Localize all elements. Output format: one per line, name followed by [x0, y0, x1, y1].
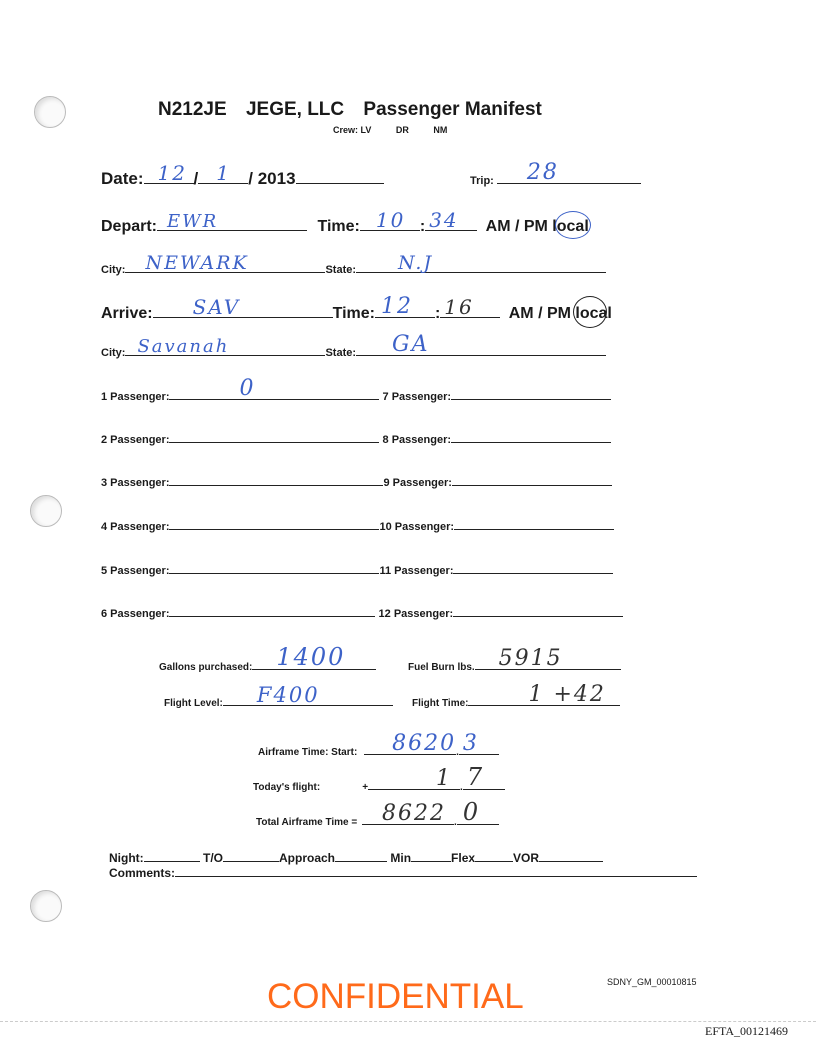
- arrive-row: [101, 294, 612, 323]
- efta-number: EFTA_00121469: [705, 1024, 789, 1038]
- arrive-hour: 12: [380, 294, 413, 319]
- gallons-field[interactable]: [252, 643, 376, 671]
- passenger-row: [101, 562, 613, 577]
- crew-member: LV: [360, 125, 372, 135]
- trip-value: 28: [526, 160, 559, 185]
- passenger-field[interactable]: [169, 376, 379, 401]
- total-airframe-label: Total Airframe Time =: [256, 817, 358, 828]
- date-row: [101, 161, 384, 189]
- arrive-time-label: Time:: [332, 305, 375, 322]
- trip-row: [470, 160, 641, 187]
- date-sep: /: [248, 169, 253, 188]
- airframe-start-label: Airframe Time: Start:: [258, 747, 358, 758]
- today-flight-row: [253, 763, 505, 793]
- total-whole-field[interactable]: [362, 801, 454, 826]
- gallons-label: Gallons purchased:: [159, 662, 253, 673]
- night-field[interactable]: [144, 849, 200, 862]
- passenger-label: 5 Passenger:: [101, 565, 170, 577]
- passenger-label: 6 Passenger:: [101, 608, 170, 620]
- depart-label: Depart:: [101, 218, 158, 235]
- confidential-stamp: CONFIDENTIAL: [267, 977, 524, 1016]
- arrive-field[interactable]: [153, 295, 333, 319]
- passenger-label: 12 Passenger:: [378, 608, 454, 620]
- airframe-start-dec-field[interactable]: [459, 731, 499, 756]
- tail-number: N212JE: [158, 99, 227, 120]
- arrive-minute: 16: [444, 295, 474, 319]
- depart-hour-field[interactable]: [360, 208, 420, 232]
- passenger-field[interactable]: [453, 605, 623, 617]
- scan-edge-divider: [0, 1021, 816, 1022]
- passenger-label: 2 Passenger:: [101, 434, 170, 446]
- crew-line: [333, 125, 447, 135]
- colon: :: [434, 305, 441, 322]
- passenger-label: 11 Passenger:: [379, 565, 454, 577]
- total-whole: 8622: [382, 801, 447, 826]
- crew-member: DR: [395, 125, 409, 135]
- decimal-point: .: [454, 817, 457, 828]
- company-name: JEGE, LLC: [245, 99, 345, 120]
- today-dec-field[interactable]: [463, 763, 505, 791]
- passenger-label: 10 Passenger:: [379, 521, 455, 533]
- airframe-start-whole: 8620: [392, 731, 457, 756]
- flight-time-label: Flight Time:: [412, 698, 469, 709]
- arrive-hour-field[interactable]: [375, 294, 435, 319]
- fuel-burn-field[interactable]: [475, 646, 621, 671]
- city-label: City:: [101, 264, 126, 276]
- depart-hour: 10: [375, 208, 406, 232]
- crew-label: Crew:: [333, 125, 359, 135]
- flight-level-label: Flight Level:: [164, 698, 223, 709]
- fuel-burn-label: Fuel Burn lbs.: [408, 662, 475, 673]
- counts-row: [109, 849, 603, 865]
- today-dec: 7: [466, 763, 485, 791]
- date-sep: /: [193, 169, 199, 188]
- pm-circle-mark: [555, 211, 591, 239]
- depart-ampm: AM / PM local: [485, 218, 589, 235]
- passenger-label: 4 Passenger:: [101, 521, 170, 533]
- date-day-field[interactable]: [198, 161, 248, 185]
- arrive-city: Savanah: [137, 336, 230, 357]
- binder-hole-icon: [34, 96, 66, 128]
- header-title: [158, 99, 542, 121]
- binder-hole-icon: [30, 890, 62, 922]
- bates-number: SDNY_GM_00010815: [607, 977, 697, 987]
- total-dec-field[interactable]: [457, 798, 499, 826]
- arrive-city-field[interactable]: [125, 336, 325, 357]
- airframe-start-row: [258, 731, 499, 758]
- passenger-label: 9 Passenger:: [383, 477, 452, 489]
- arrive-city-row: [101, 332, 606, 359]
- gallons-row: [159, 643, 376, 673]
- passenger-field[interactable]: [169, 605, 375, 617]
- crew-member: NM: [433, 125, 448, 135]
- today-whole-field[interactable]: [368, 766, 460, 791]
- flex-field[interactable]: [475, 849, 513, 862]
- depart-row: [101, 208, 589, 236]
- decimal-point: .: [456, 747, 459, 758]
- plus-sign: +: [362, 782, 369, 793]
- passenger-label: 8 Passenger:: [382, 434, 452, 446]
- arrive-value: SAV: [192, 295, 241, 319]
- today-flight-label: Today's flight:: [253, 782, 321, 793]
- flex-label: Flex: [451, 851, 476, 865]
- passenger-field[interactable]: [169, 562, 379, 574]
- depart-city-row: [101, 252, 606, 276]
- depart-city: NEWARK: [145, 252, 249, 274]
- total-dec: 0: [462, 798, 481, 826]
- to-label: T/O: [203, 851, 223, 865]
- form-title: Passenger Manifest: [363, 99, 542, 120]
- comments-label: Comments:: [109, 866, 176, 880]
- comments-row: [109, 864, 697, 880]
- date-month-field[interactable]: [144, 161, 194, 185]
- depart-state-field[interactable]: [356, 252, 606, 274]
- passenger-row: [101, 518, 614, 533]
- passenger-row: [101, 605, 623, 620]
- decimal-point: .: [460, 782, 463, 793]
- today-whole: 1: [436, 766, 453, 791]
- depart-time-label: Time:: [317, 218, 360, 235]
- arrive-state: GA: [392, 332, 430, 357]
- passenger-label: 3 Passenger:: [101, 477, 170, 489]
- approach-label: Approach: [279, 851, 336, 865]
- min-label: Min: [390, 851, 412, 865]
- depart-state: N.J: [398, 252, 434, 274]
- night-label: Night:: [109, 851, 144, 865]
- state-label: State:: [325, 264, 357, 276]
- passenger-row: [101, 431, 611, 446]
- passenger-field[interactable]: [451, 388, 611, 400]
- trip-label: Trip:: [470, 175, 494, 187]
- passenger-label: 1 Passenger:: [101, 391, 170, 403]
- arrive-minute-field[interactable]: [440, 295, 500, 319]
- passenger-field[interactable]: [451, 431, 611, 443]
- flight-level-field[interactable]: [223, 683, 393, 707]
- arrive-label: Arrive:: [101, 305, 153, 322]
- passenger-row: [101, 376, 611, 403]
- gallons-value: 1400: [276, 643, 346, 671]
- date-day: 1: [216, 161, 231, 185]
- colon: :: [419, 218, 426, 235]
- passenger-value: 0: [239, 376, 256, 401]
- date-month: 12: [157, 161, 187, 185]
- date-label: Date:: [101, 169, 144, 188]
- trip-field[interactable]: [497, 160, 641, 185]
- state-label: State:: [325, 347, 357, 359]
- city-label: City:: [101, 347, 126, 359]
- pm-circle-mark: [573, 296, 607, 328]
- depart-minute-field[interactable]: [425, 208, 477, 232]
- depart-minute: 34: [429, 208, 459, 232]
- passenger-field[interactable]: [454, 518, 614, 530]
- depart-city-field[interactable]: [125, 252, 325, 274]
- vor-field[interactable]: [539, 849, 603, 862]
- passenger-field[interactable]: [453, 562, 613, 574]
- min-field[interactable]: [411, 849, 451, 862]
- arrive-state-field[interactable]: [356, 332, 606, 357]
- airframe-start-whole-field[interactable]: [364, 731, 457, 756]
- to-field[interactable]: [223, 849, 279, 862]
- airframe-start-dec: 3: [462, 731, 479, 756]
- passenger-field[interactable]: [169, 474, 383, 486]
- date-line: [296, 166, 384, 184]
- flight-level-row: [164, 683, 393, 709]
- fuel-burn-value: 5915: [498, 646, 563, 671]
- vor-label: VOR: [513, 851, 540, 865]
- depart-field[interactable]: [157, 211, 307, 232]
- flight-time-row: [412, 682, 620, 709]
- depart-value: EWR: [167, 211, 219, 232]
- passenger-field[interactable]: [169, 431, 379, 443]
- comments-field[interactable]: [175, 864, 697, 877]
- passenger-row: [101, 474, 612, 489]
- binder-hole-icon: [30, 495, 62, 527]
- date-year: 2013: [257, 169, 296, 188]
- passenger-field[interactable]: [169, 518, 379, 530]
- flight-level-value: F400: [256, 683, 320, 707]
- flight-time-value: 1 +42: [528, 682, 606, 707]
- passenger-label: 7 Passenger:: [382, 391, 452, 403]
- approach-field[interactable]: [335, 849, 387, 862]
- flight-time-field[interactable]: [468, 682, 620, 707]
- arrive-ampm: AM / PM local: [508, 305, 612, 322]
- total-airframe-row: [256, 798, 499, 828]
- passenger-field[interactable]: [452, 474, 612, 486]
- fuel-burn-row: [408, 646, 621, 673]
